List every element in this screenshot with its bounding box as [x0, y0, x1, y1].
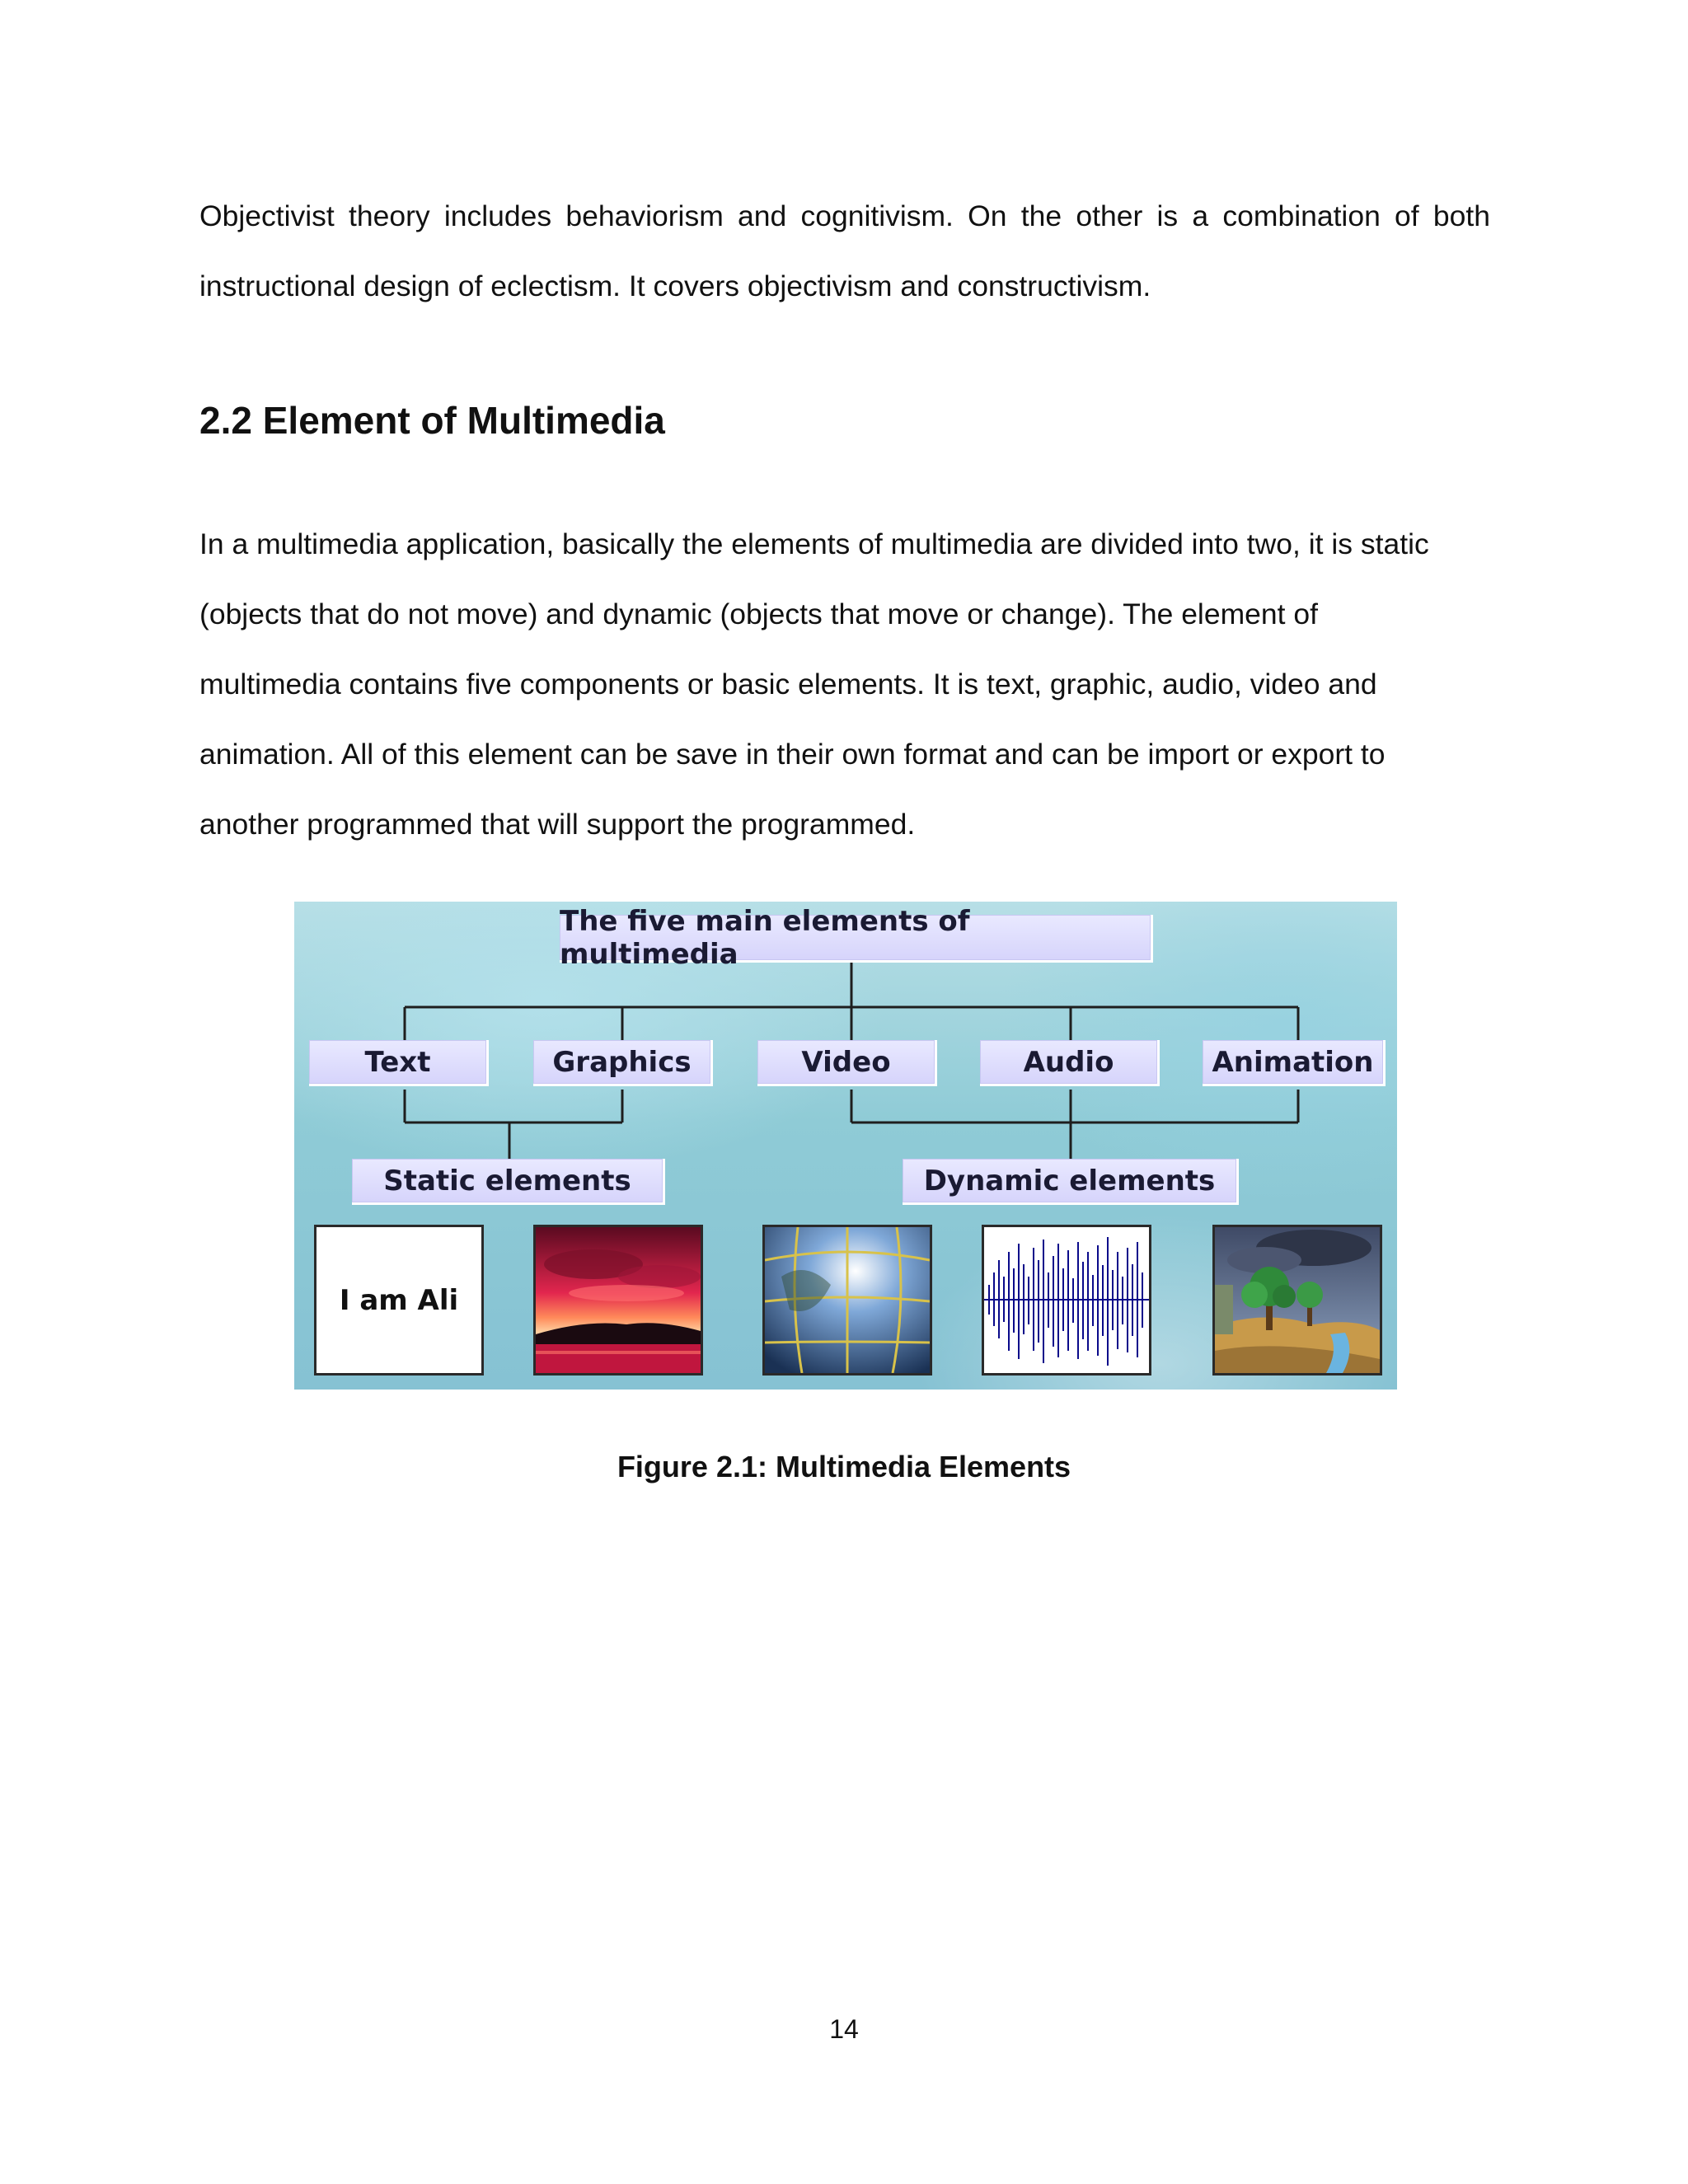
element-box-audio — [980, 1040, 1160, 1086]
paragraph-line: Objectivist theory includes behaviorism and cognitivism. On the other is a combination of both — [199, 199, 1490, 232]
element-box-text — [309, 1040, 489, 1086]
paragraph-line: another programmed that will support the programmed. — [199, 808, 916, 841]
element-box-video — [757, 1040, 937, 1086]
element-label: Animation — [1212, 1045, 1374, 1079]
animation-scene-image — [1212, 1225, 1382, 1376]
paragraph-line: animation. All of this element can be save in their own format and can be import or export to — [199, 738, 1386, 771]
body-paragraph — [199, 509, 1490, 860]
dynamic-elements-box — [903, 1159, 1239, 1205]
group-label: Dynamic elements — [923, 1164, 1216, 1197]
text-sample: I am Ali — [339, 1283, 459, 1317]
paragraph-line: instructional design of eclectism. It covers objectivism and constructivism. — [199, 269, 1151, 302]
element-label: Video — [801, 1045, 891, 1079]
group-label: Static elements — [383, 1164, 631, 1197]
figure-title: The five main elements of multimedia — [560, 904, 970, 971]
intro-paragraph — [199, 181, 1490, 321]
paragraph-line: In a multimedia application, basically the elements of multimedia are divided into two, it is static — [199, 527, 1429, 560]
multimedia-elements-figure — [294, 902, 1397, 1390]
element-label: Text — [364, 1045, 431, 1079]
section-heading: 2.2 Element of Multimedia — [199, 399, 665, 442]
page-number: 14 — [829, 2014, 859, 2044]
figure-title-box — [560, 904, 1153, 971]
element-box-animation — [1203, 1040, 1386, 1086]
static-elements-box — [352, 1159, 665, 1205]
figure-caption: Figure 2.1: Multimedia Elements — [617, 1450, 1071, 1483]
text-example-tile — [314, 1225, 484, 1376]
audio-waveform-image — [982, 1225, 1151, 1376]
sunset-image — [533, 1225, 703, 1376]
element-box-graphics — [533, 1040, 713, 1086]
paragraph-line: multimedia contains five components or basic elements. It is text, graphic, audio, video and — [199, 668, 1377, 701]
element-label: Audio — [1023, 1045, 1114, 1079]
element-label: Graphics — [552, 1045, 692, 1079]
globe-image — [762, 1225, 932, 1376]
paragraph-line: (objects that do not move) and dynamic (objects that move or change). The element of — [199, 598, 1318, 630]
